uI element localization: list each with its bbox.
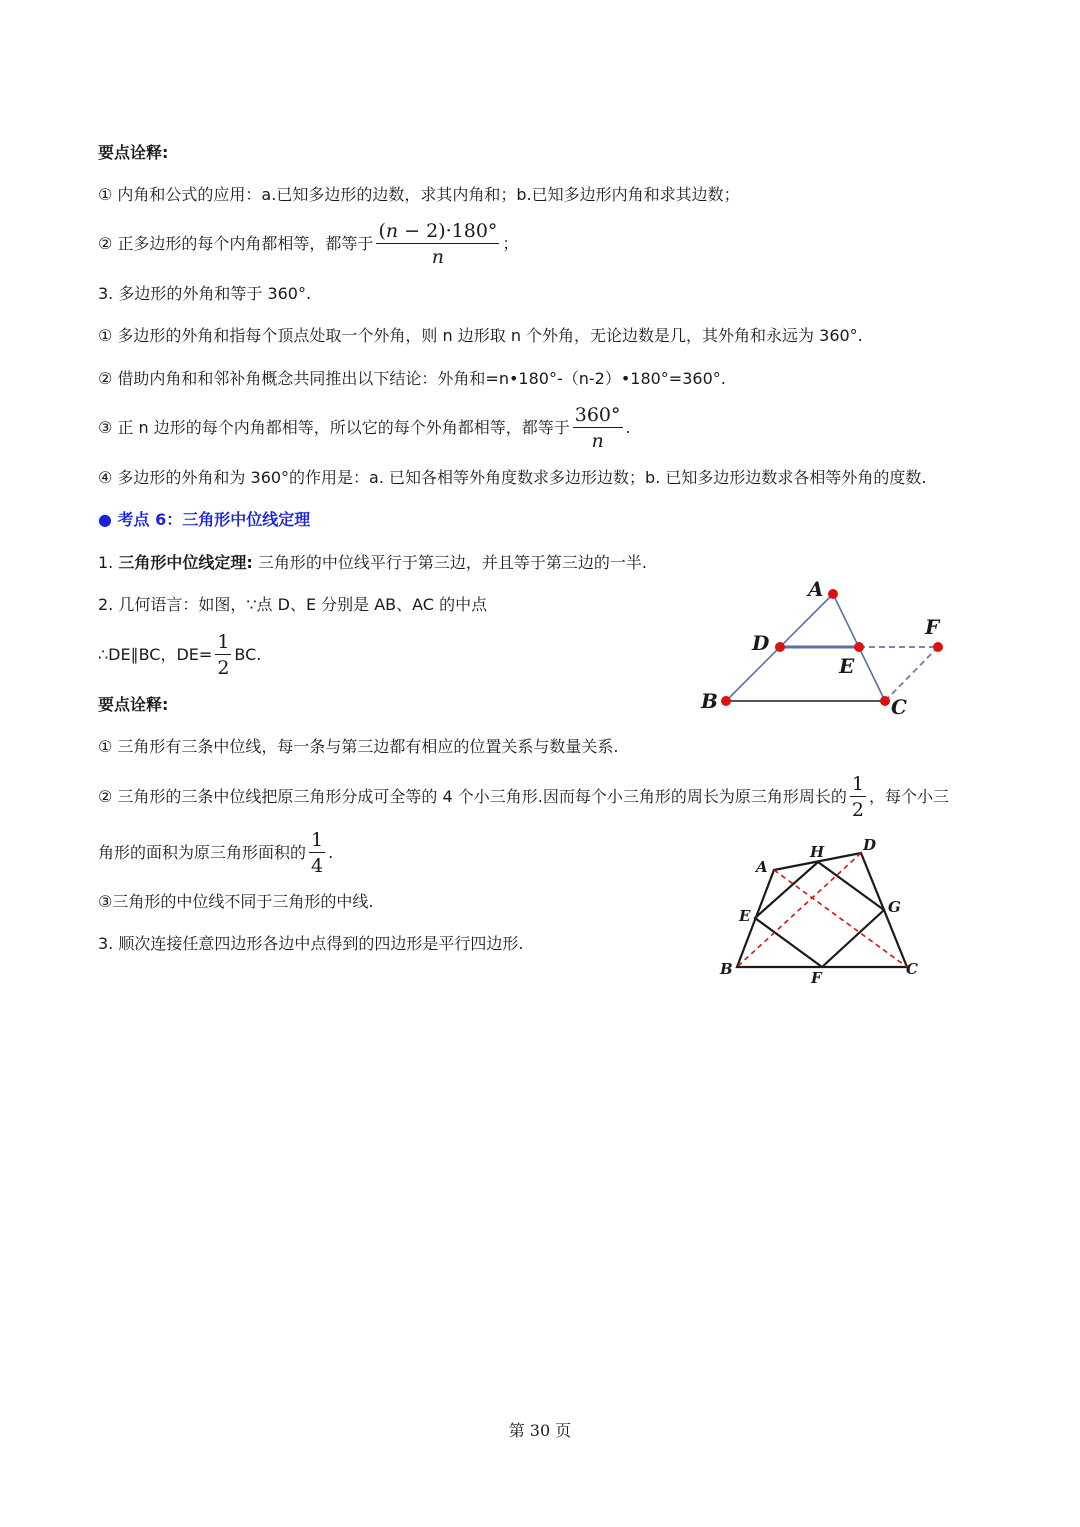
text-line: ① 三角形有三条中位线，每一条与第三边都有相应的位置关系与数量关系. — [98, 737, 619, 756]
point-f — [933, 642, 943, 652]
numerator-part: − 2)·180° — [398, 220, 498, 242]
text-line: ④ 多边形的外角和为 360°的作用是：a. 已知各相等外角度数求多边形边数；b. 已知多边形边数求各相等外角的度数. — [98, 468, 927, 487]
text-segment: . — [328, 843, 334, 862]
text-line: ② 借助内角和和邻补角概念共同推出以下结论：外角和=n•180°-（n-2）•180°=360°. — [98, 369, 726, 388]
fraction-denominator: 2 — [215, 654, 231, 681]
fraction-denominator: n — [376, 243, 499, 270]
text-line: 2. 几何语言：如图，∵点 D、E 分别是 AB、AC 的中点 — [98, 595, 488, 614]
text-segment: ； — [502, 234, 519, 253]
text-line: 3. 顺次连接任意四边形各边中点得到的四边形是平行四边形. — [98, 934, 524, 953]
text-segment: 角形的面积为原三角形面积的 — [98, 843, 307, 862]
label-g: G — [888, 898, 901, 916]
label-c: C — [891, 695, 907, 719]
midline-triangle-figure — [690, 572, 960, 722]
point-a — [828, 589, 838, 599]
fraction — [376, 219, 499, 270]
page-number: 第 30 页 — [508, 1421, 572, 1440]
section-heading-1: 要点诠释: — [98, 143, 169, 162]
text-segment: . — [625, 418, 631, 437]
fraction-numerator: 1 — [217, 631, 230, 653]
formula-line — [98, 823, 333, 883]
text-segment: ② 三角形的三条中位线把原三角形分成可全等的 4 个小三角形.因而每个小三角形的周长为原三角形周长的 — [98, 787, 847, 806]
formula-line — [98, 625, 261, 685]
label-b: B — [701, 689, 718, 713]
label-c: C — [906, 960, 918, 978]
text-segment: ③ 正 n 边形的每个内角都相等，所以它的每个外角都相等，都等于 — [98, 418, 570, 437]
text-line: 3. 多边形的外角和等于 360°. — [98, 284, 312, 303]
section-heading-2: 要点诠释: — [98, 695, 169, 714]
fraction-denominator: 2 — [850, 796, 866, 823]
fraction-numerator: 360° — [574, 404, 621, 426]
text-line: ③三角形的中位线不同于三角形的中线. — [98, 892, 374, 911]
point-e — [854, 642, 864, 652]
label-e: E — [739, 907, 751, 925]
formula-line — [98, 398, 631, 458]
numerator-variable: n — [385, 220, 399, 242]
fraction — [309, 828, 325, 879]
formula-line — [98, 214, 518, 274]
text-segment: 三角形的中位线平行于第三边，并且等于第三边的一半. — [252, 553, 647, 572]
label-b: B — [720, 960, 733, 978]
formula-line — [98, 767, 949, 827]
point-c — [880, 696, 890, 706]
midpoint-quadrilateral-figure — [712, 832, 922, 988]
label-f: F — [925, 615, 940, 639]
text-segment: ② 正多边形的每个内角都相等，都等于 — [98, 234, 374, 253]
parallelogram-efgh — [755, 862, 884, 967]
fraction-denominator: 4 — [309, 852, 325, 879]
label-a: A — [756, 858, 768, 876]
text-segment: ，每个小三 — [868, 787, 949, 806]
fraction-numerator: 1 — [851, 773, 864, 795]
label-a: A — [808, 577, 824, 601]
label-f: F — [811, 969, 822, 987]
text-line: ① 内角和公式的应用：a.已知多边形的边数，求其内角和；b.已知多边形内角和求其边数； — [98, 185, 740, 204]
label-e: E — [839, 654, 855, 678]
numerator-part: ( — [378, 220, 386, 242]
section-title: ● 考点 6：三角形中位线定理 — [98, 510, 311, 529]
segment-cf-dashed — [885, 647, 938, 701]
label-h: H — [810, 843, 825, 861]
fraction — [215, 630, 231, 681]
text-segment: ∴DE∥BC，DE= — [98, 645, 213, 664]
label-d: D — [752, 631, 770, 655]
point-b — [721, 696, 731, 706]
fraction-denominator: n — [573, 427, 623, 454]
text-segment: BC. — [234, 645, 262, 664]
text-segment: 1. — [98, 553, 119, 572]
theorem-line — [98, 552, 647, 574]
fraction-numerator — [376, 219, 499, 243]
fraction — [573, 403, 623, 454]
text-line: ① 多边形的外角和指每个顶点处取一个外角，则 n 边形取 n 个外角，无论边数是几，其外角和永远为 360°. — [98, 326, 863, 345]
point-d — [775, 642, 785, 652]
label-d: D — [863, 836, 877, 854]
fraction-numerator: 1 — [311, 829, 324, 851]
fraction — [850, 772, 866, 823]
theorem-name: 三角形中位线定理: — [118, 553, 253, 572]
